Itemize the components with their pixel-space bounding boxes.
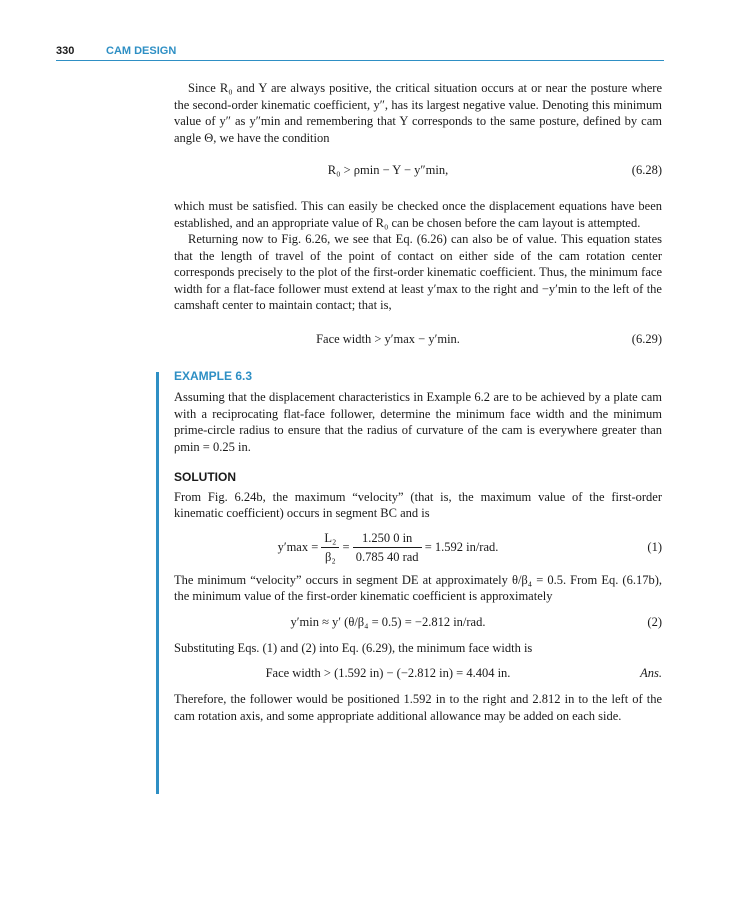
paragraph-face-width: Returning now to Fig. 6.26, we see that Eq. (6.26) can also be of value. This equation states that the length of travel of the point of contact on either side of the cam rotation center corresponds precisely to the plot of the first-order kinematic coefficient. Thus, the minimum face width for a flat-face follower must extend at least y′max to the right and −y′min to the left of the camshaft center to maintain contact; that is,	[174, 232, 662, 312]
equation-1-rhs: = 1.592 in/rad.	[424, 539, 499, 554]
equation-3	[174, 664, 662, 682]
equation-3-answer-label: Ans.	[640, 666, 662, 680]
equation-6-28-body: R₀ > ρmin − Y − y″min,	[327, 163, 449, 177]
header-rule	[56, 60, 664, 61]
chapter-title: CAM DESIGN	[106, 45, 177, 57]
example-statement: Assuming that the displacement characteristics in Example 6.2 are to be achieved by a plate cam with a reciprocating flat-face follower, determine the minimum face width and the minimum prime-circle radius to ensure that the radius of curvature of the cam is everywhere greater than ρmin = 0.25 in.	[174, 390, 662, 454]
equation-1-equals: =	[342, 539, 350, 554]
paragraph-condition: which must be satisfied. This can easily be checked once the displacement equations have been established, and an appropriate value of R₀ can be chosen before the cam layout is attempted.	[174, 199, 662, 230]
equation-6-28	[174, 161, 662, 179]
running-header	[56, 45, 664, 61]
solution-paragraph-2: The minimum “velocity” occurs in segment DE at approximately θ/β₄ = 0.5. From Eq. (6.17b), the minimum value of the first-order kinematic coefficient is approximately	[174, 572, 662, 603]
solution-title: SOLUTION	[174, 470, 236, 484]
solution-paragraph-1: From Fig. 6.24b, the maximum “velocity” (that is, the maximum value of the first-order kinematic coefficient) occurs in segment BC and is	[174, 489, 662, 520]
example-sidebar-rule	[156, 372, 159, 794]
page-number: 330	[56, 45, 75, 57]
equation-2	[174, 613, 662, 631]
equation-1	[174, 528, 662, 566]
equation-2-number: (2)	[647, 614, 662, 629]
solution-paragraph-3: Substituting Eqs. (1) and (2) into Eq. (6.29), the minimum face width is	[174, 640, 533, 655]
equation-6-29	[174, 330, 662, 348]
equation-3-body: Face width > (1.592 in) − (−2.812 in) = 4.404 in.	[265, 666, 511, 680]
example-title: EXAMPLE 6.3	[174, 368, 253, 383]
equation-1-fraction-numeric-numerator: 1.250 0 in	[353, 530, 422, 548]
equation-1-fraction-symbolic-numerator: L₂	[321, 530, 339, 548]
solution-paragraph-4: Therefore, the follower would be positioned 1.592 in to the right and 2.812 in to the left of the cam rotation axis, and some appropriate additional allowance may be added on each side.	[174, 692, 662, 723]
equation-1-fraction-numeric-denominator: 0.785 40 rad	[355, 550, 419, 565]
equation-6-29-body: Face width > y′max − y′min.	[316, 331, 460, 346]
equation-6-28-number: (6.28)	[631, 163, 662, 177]
equation-1-fraction-symbolic-denominator: β₂	[325, 550, 336, 565]
equation-1-number: (1)	[647, 539, 662, 554]
equation-1-fraction-symbolic	[321, 530, 339, 565]
equation-1-fraction-numeric	[353, 530, 422, 565]
body-text	[174, 80, 662, 724]
equation-2-body: y′min ≈ y′ (θ/β₄ = 0.5) = −2.812 in/rad.	[290, 614, 486, 629]
equation-6-29-number: (6.29)	[631, 331, 662, 346]
equation-1-body	[174, 528, 602, 566]
equation-1-lhs: y′max =	[277, 539, 319, 554]
paragraph-intro: Since R₀ and Y are always positive, the critical situation occurs at or near the posture where the second-order kinematic coefficient, y″, has its largest negative value. Denoting this minimum value of y″ as y″min and remembering that Y corresponds to the same posture, defined by cam angle Θ, we have the condition	[174, 81, 662, 145]
